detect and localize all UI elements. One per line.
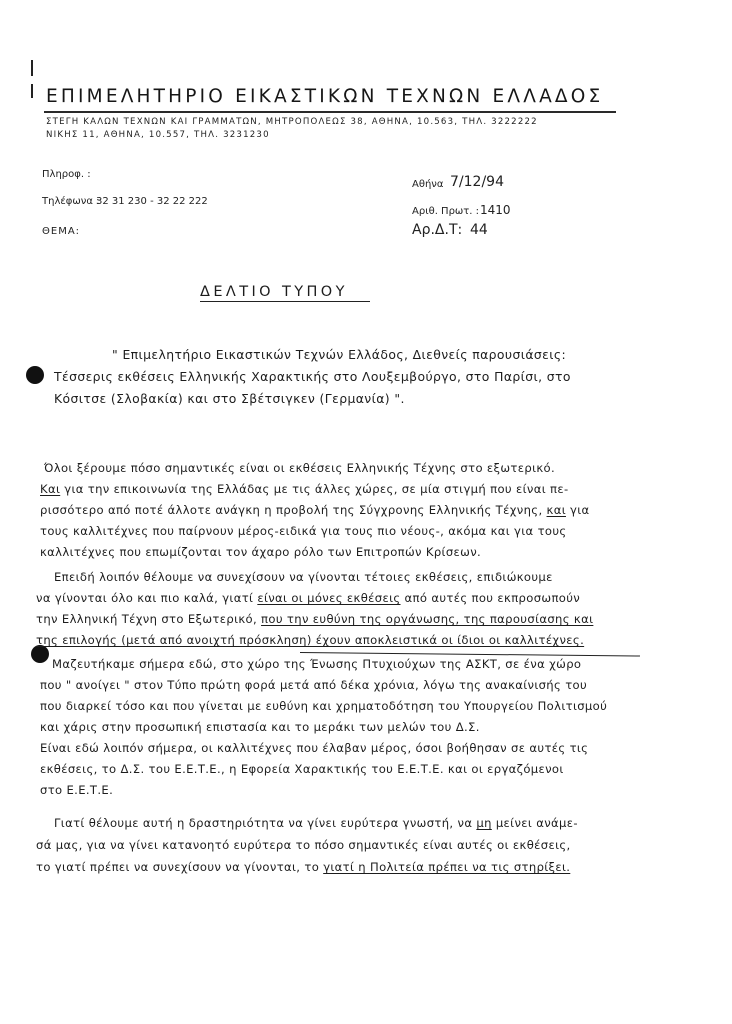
heading-underline xyxy=(200,301,370,302)
ads-value: 44 xyxy=(470,222,488,238)
body-text: να γίνονται όλο και πιο καλά, γιατί xyxy=(36,591,258,605)
body-text: ρισσότερο από ποτέ άλλοτε ανάγκη η προβολή της Σύγχρονης Ελληνικής Τέχνης, xyxy=(40,503,547,517)
document-heading: ΔΕΛΤΙΟ ΤΥΠΟΥ xyxy=(200,284,348,300)
body-line: Όλοι ξέρουμε πόσο σημαντικές είναι οι εκθέσεις Ελληνικής Τέχνης στο εξωτερικό. xyxy=(44,461,556,475)
body-line: σά μας, για να γίνει κατανοητό ευρύτερα το πόσο σημαντικές είναι αυτές οι εκθέσεις, xyxy=(36,838,571,852)
title-line-3: Κόσιτσε (Σλοβακία) και στο Σβέτσιγκεν (Γερμανία) ". xyxy=(54,391,405,406)
body-line: Είναι εδώ λοιπόν σήμερα, οι καλλιτέχνες που έλαβαν μέρος, όσοι βοήθησαν σε αυτές τις xyxy=(40,741,589,755)
margin-mark-top xyxy=(31,60,33,76)
date-label: Αθήνα xyxy=(412,179,444,190)
body-line xyxy=(54,816,578,830)
body-text: το γιατί πρέπει να συνεχίσουν να γίνονται, το xyxy=(36,860,324,874)
subject-label: ΘΕΜΑ: xyxy=(42,226,81,237)
body-line: που διαρκεί τόσο και που γίνεται με ευθύνη και χρηματοδότηση του Υπουργείου Πολιτισμού xyxy=(40,699,608,713)
body-line xyxy=(40,482,568,496)
letterhead-address-line-2: ΝΙΚΗΣ 11, ΑΘΗΝΑ, 10.557, ΤΗΛ. 3231230 xyxy=(46,130,270,140)
body-line: στο Ε.Ε.Τ.Ε. xyxy=(40,783,114,797)
protocol-value: 1410 xyxy=(480,203,511,217)
body-line: Επειδή λοιπόν θέλουμε να συνεχίσουν να γίνονται τέτοιες εκθέσεις, επιδιώκουμε xyxy=(54,570,553,584)
body-text: για xyxy=(565,503,590,517)
body-line xyxy=(36,612,593,626)
phone-label: Τηλέφωνα : xyxy=(42,196,100,207)
margin-mark-bottom xyxy=(31,84,33,98)
body-line: καλλιτέχνες που επωμίζονται τον άχαρο ρόλο των Επιτροπών Κρίσεων. xyxy=(40,545,482,559)
body-text: την Ελληνική Τέχνη στο Εξωτερικό, xyxy=(36,612,262,626)
body-line: Μαζευτήκαμε σήμερα εδώ, στο χώρο της Ένωσης Πτυχιούχων της ΑΣΚΤ, σε ένα χώρο xyxy=(52,657,582,671)
body-text: μείνει ανάμε- xyxy=(491,816,578,830)
letterhead-rule xyxy=(44,111,616,113)
body-line xyxy=(36,860,570,874)
letterhead-title: ΕΠΙΜΕΛΗΤΗΡΙΟ ΕΙΚΑΣΤΙΚΩΝ ΤΕΧΝΩΝ ΕΛΛΑΔΟΣ xyxy=(46,86,604,107)
underlined-phrase: γιατί η Πολιτεία πρέπει να τις στηρίξει. xyxy=(323,860,571,874)
body-line: που " ανοίγει " στον Τύπο πρώτη φορά μετά από δέκα χρόνια, λόγω της ανακαίνισής του xyxy=(40,678,588,692)
body-text: Γιατί θέλουμε αυτή η δραστηριότητα να γίνει ευρύτερα γνωστή, να xyxy=(54,816,477,830)
protocol-label: Αριθ. Πρωτ. : xyxy=(412,206,480,217)
date-value: 7/12/94 xyxy=(450,174,504,190)
underlined-line: της επιλογής (μετά από ανοιχτή πρόσκληση) έχουν αποκλειστικά οι ίδιοι οι καλλιτέχνες. xyxy=(36,633,585,647)
underlined-phrase: μη xyxy=(476,816,492,830)
info-label: Πληροφ. : xyxy=(42,169,91,180)
underlined-phrase: Και xyxy=(40,482,61,496)
body-line: και χάρις στην προσωπική επιστασία και το μεράκι των μελών του Δ.Σ. xyxy=(40,720,480,734)
underlined-phrase: είναι οι μόνες εκθέσεις xyxy=(257,591,401,605)
title-line-2: Τέσσερις εκθέσεις Ελληνικής Χαρακτικής στο Λουξεμβούργο, στο Παρίσι, στο xyxy=(54,369,571,384)
underlined-phrase: και xyxy=(546,503,566,517)
punch-hole-top xyxy=(26,366,44,384)
body-line xyxy=(40,503,590,517)
body-line xyxy=(36,591,580,605)
punch-hole-bottom xyxy=(31,645,49,663)
letterhead-address-line-1: ΣΤΕΓΗ ΚΑΛΩΝ ΤΕΧΝΩΝ ΚΑΙ ΓΡΑΜΜΑΤΩΝ, ΜΗΤΡΟΠΟΛΕΩΣ 38, ΑΘΗΝΑ, 10.563, ΤΗΛ. 3222222 xyxy=(46,117,538,127)
body-text: από αυτές που εκπροσωπούν xyxy=(400,591,581,605)
title-line-1: " Επιμελητήριο Εικαστικών Τεχνών Ελλάδος, Διεθνείς παρουσιάσεις: xyxy=(112,347,567,362)
ads-label: Αρ.Δ.Τ: xyxy=(412,222,463,238)
body-line: εκθέσεις, το Δ.Σ. του Ε.Ε.Τ.Ε., η Εφορεία Χαρακτικής του Ε.Ε.Τ.Ε. και οι εργαζόμενοι xyxy=(40,762,564,776)
body-text: για την επικοινωνία της Ελλάδας με τις άλλες χώρες, σε μία στιγμή που είναι πε- xyxy=(60,482,569,496)
body-line: τους καλλιτέχνες που παίρνουν μέρος-ειδικά για τους πιο νέους-, ακόμα και για τους xyxy=(40,524,567,538)
underlined-phrase: που την ευθύνη της οργάνωσης, της παρουσίασης και xyxy=(261,612,594,626)
phone-value: 32 31 230 - 32 22 222 xyxy=(96,196,208,207)
